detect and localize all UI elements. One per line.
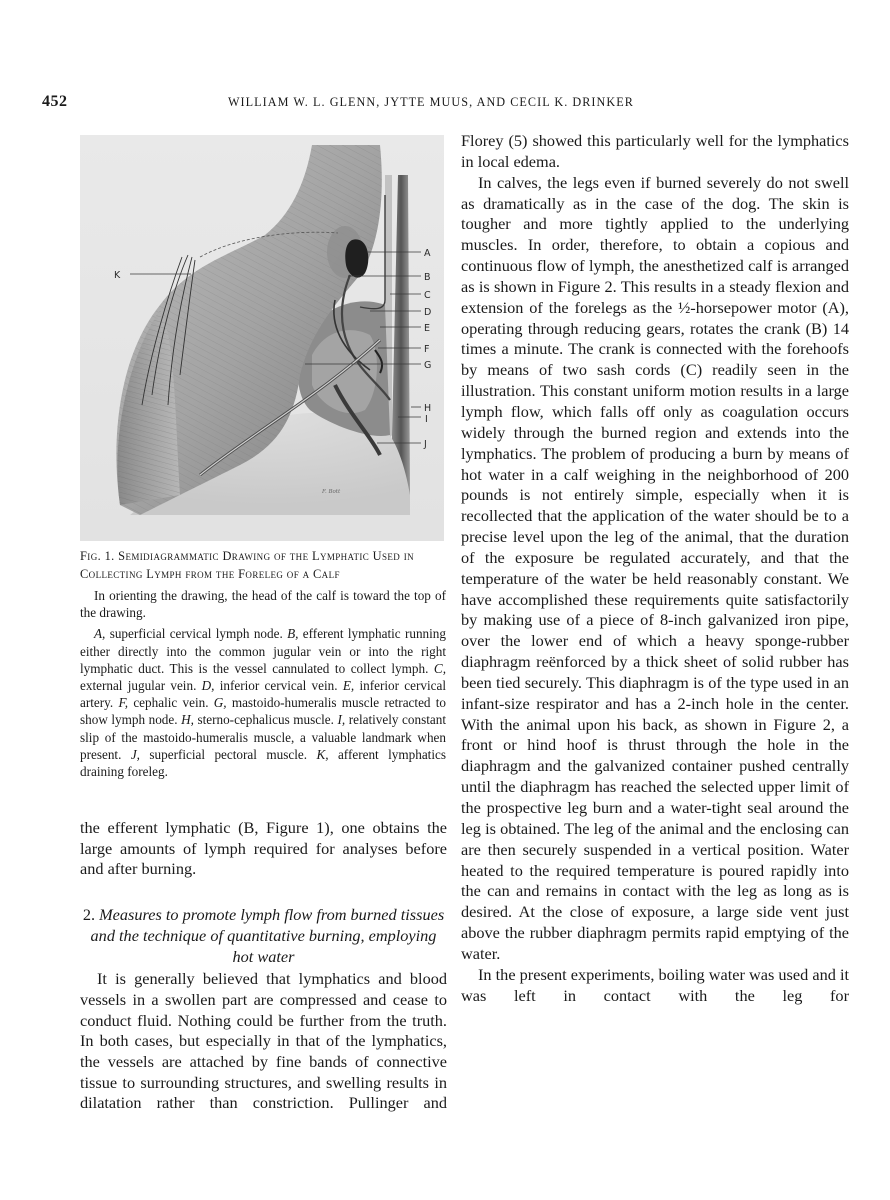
legend-key: J, — [130, 746, 140, 762]
figure-label-h: H — [424, 403, 432, 414]
figure-caption — [80, 548, 446, 780]
figure-label-c: C — [424, 290, 431, 301]
figure-label-d: D — [424, 307, 432, 318]
right-paragraph-3: In the present experiments, boiling water was used and it was left in contact with the leg for — [461, 964, 849, 1005]
legend-text: external jugular vein. — [80, 678, 202, 694]
legend-key: D, — [201, 678, 215, 694]
left-paragraph-1: It is generally believed that lymphatics and blood vessels in a swollen part are compressed and cease to conduct fluid. Nothing could be further from the truth. In both cases, but especially in that of the lymphatics, the vessels are attached by fine bands of connective tissue to surrounding structures, and swelling results in dilatation rather than constriction. Pullinger and — [80, 969, 447, 1113]
legend-key: C, — [433, 660, 446, 676]
right-column — [461, 131, 849, 1006]
legend-text: afferent lymphatics draining foreleg. — [80, 746, 446, 780]
figure-label-a: A — [424, 248, 431, 259]
legend-key: B, — [287, 626, 299, 642]
legend-text: superficial cervical lymph node. — [105, 626, 288, 642]
artist-signature: F. Bott — [322, 489, 341, 495]
figure-label-f: F — [424, 344, 430, 355]
legend-key: H, — [181, 712, 194, 728]
caption-legend — [80, 625, 446, 780]
figure-label-b: B — [424, 272, 431, 283]
running-head-authors: WILLIAM W. L. GLENN, JYTTE MUUS, AND CECIL K. DRINKER — [228, 95, 634, 109]
legend-text: sterno-cephalicus muscle. — [193, 712, 338, 728]
section-number: 2. — [82, 905, 96, 925]
legend-text: inferior cervical artery. — [80, 678, 446, 711]
legend-key: E, — [342, 678, 355, 694]
page-number: 452 — [42, 93, 68, 110]
legend-text: efferent lymphatic running either directly into the common jugular vein or into the right lymphatic duct. This is the vessel cannulated to collect lymph. — [80, 626, 446, 676]
legend-text: cephalic vein. — [128, 695, 214, 711]
legend-key: K, — [316, 746, 329, 762]
figure-label-i: I — [425, 414, 428, 425]
legend-key: A, — [94, 626, 106, 642]
legend-key: F, — [118, 695, 129, 711]
left-column — [80, 818, 447, 1114]
section-title: Measures to promote lymph flow from burned tissues and the technique of quantitative burning, employing hot water — [90, 905, 445, 966]
section-heading — [80, 905, 447, 967]
legend-text: inferior cervical vein. — [214, 678, 343, 694]
legend-text: relatively constant slip of the mastoido-humeralis muscle, a valuable landmark when present. — [80, 712, 446, 762]
legend-text: mastoido-humeralis muscle retracted to show lymph node. — [80, 695, 447, 728]
caption-orientation: In orienting the drawing, the head of the calf is toward the top of the drawing. — [80, 588, 446, 621]
right-continuation-paragraph: Florey (5) showed this particularly well for the lymphatics in local edema. — [461, 131, 849, 171]
right-paragraph-2: In calves, the legs even if burned severely do not swell as dramatically as in the case of the dog. The skin is tougher and more tightly applied to the underlying muscles. In order, therefore, to obtain a copious and continuous flow of lymph, the anesthetized calf is arranged as is shown in Figure 2. This results in a steady flexion and extension of the forelegs as the ½-horsepower motor (A), operating through reducing gears, rotates the crank (B) 14 times a minute. The crank is connected with the forehoofs by means of two sash cords (C) readily seen in the illustration. This constant uniform motion results in a large lymph flow, which falls off only as coagulation occurs widely through the burned region and extends into the lymphatics. The problem of producing a burn by means of hot water in a calf weighing in the neighborhood of 200 pounds is not entirely simple, especially when it is recollected that the application of the water should be to a precise level upon the leg of the animal, that the duration of the exposure be regulated accurately, and that the temperature of the water be held reasonably constant. We have accomplished these requirements quite satisfactorily by making use of a piece of 8-inch galvanized iron pipe, over the lower end of which a heavy sponge-rubber diaphragm reënforced by a thick sheet of solid rubber has been tied securely. This diaphragm is of the type used in an infant-size respirator and has a 2-inch hole in the center. With the animal upon his back, as shown in Figure 2, a front or hind hoof is thrust through the hole in the diaphragm and the galvanized container pushed centrally until the diaphragm has reached the selected upper limit of the prospective leg burn and a water-tight seal around the leg is obtained. The leg of the animal and the enclosing can are then securely suspended in a vertical position. Water heated to the required temperature is poured rapidly into the can and remains in contact with the leg as long as is desired. At the close of exposure, a large side vent just above the rubber diaphragm permits rapid emptying of the water. — [461, 172, 849, 963]
figure-1-drawing — [80, 135, 444, 541]
anatomical-illustration — [80, 135, 444, 541]
caption-title: Fig. 1. Semidiagrammatic Drawing of the Lymphatic Used in Collecting Lymph from the Foreleg of a Calf — [80, 549, 414, 581]
legend-key: I, — [337, 712, 346, 728]
left-continuation-paragraph: the efferent lymphatic (B, Figure 1), one obtains the large amounts of lymph required for analyses before and after burning. — [80, 818, 447, 879]
figure-label-e: E — [424, 323, 431, 334]
figure-label-g: G — [424, 360, 432, 371]
figure-label-k: K — [114, 270, 121, 281]
figure-label-j: J — [424, 439, 427, 450]
legend-text: superficial pectoral muscle. — [139, 746, 317, 762]
legend-key: G, — [213, 695, 227, 711]
